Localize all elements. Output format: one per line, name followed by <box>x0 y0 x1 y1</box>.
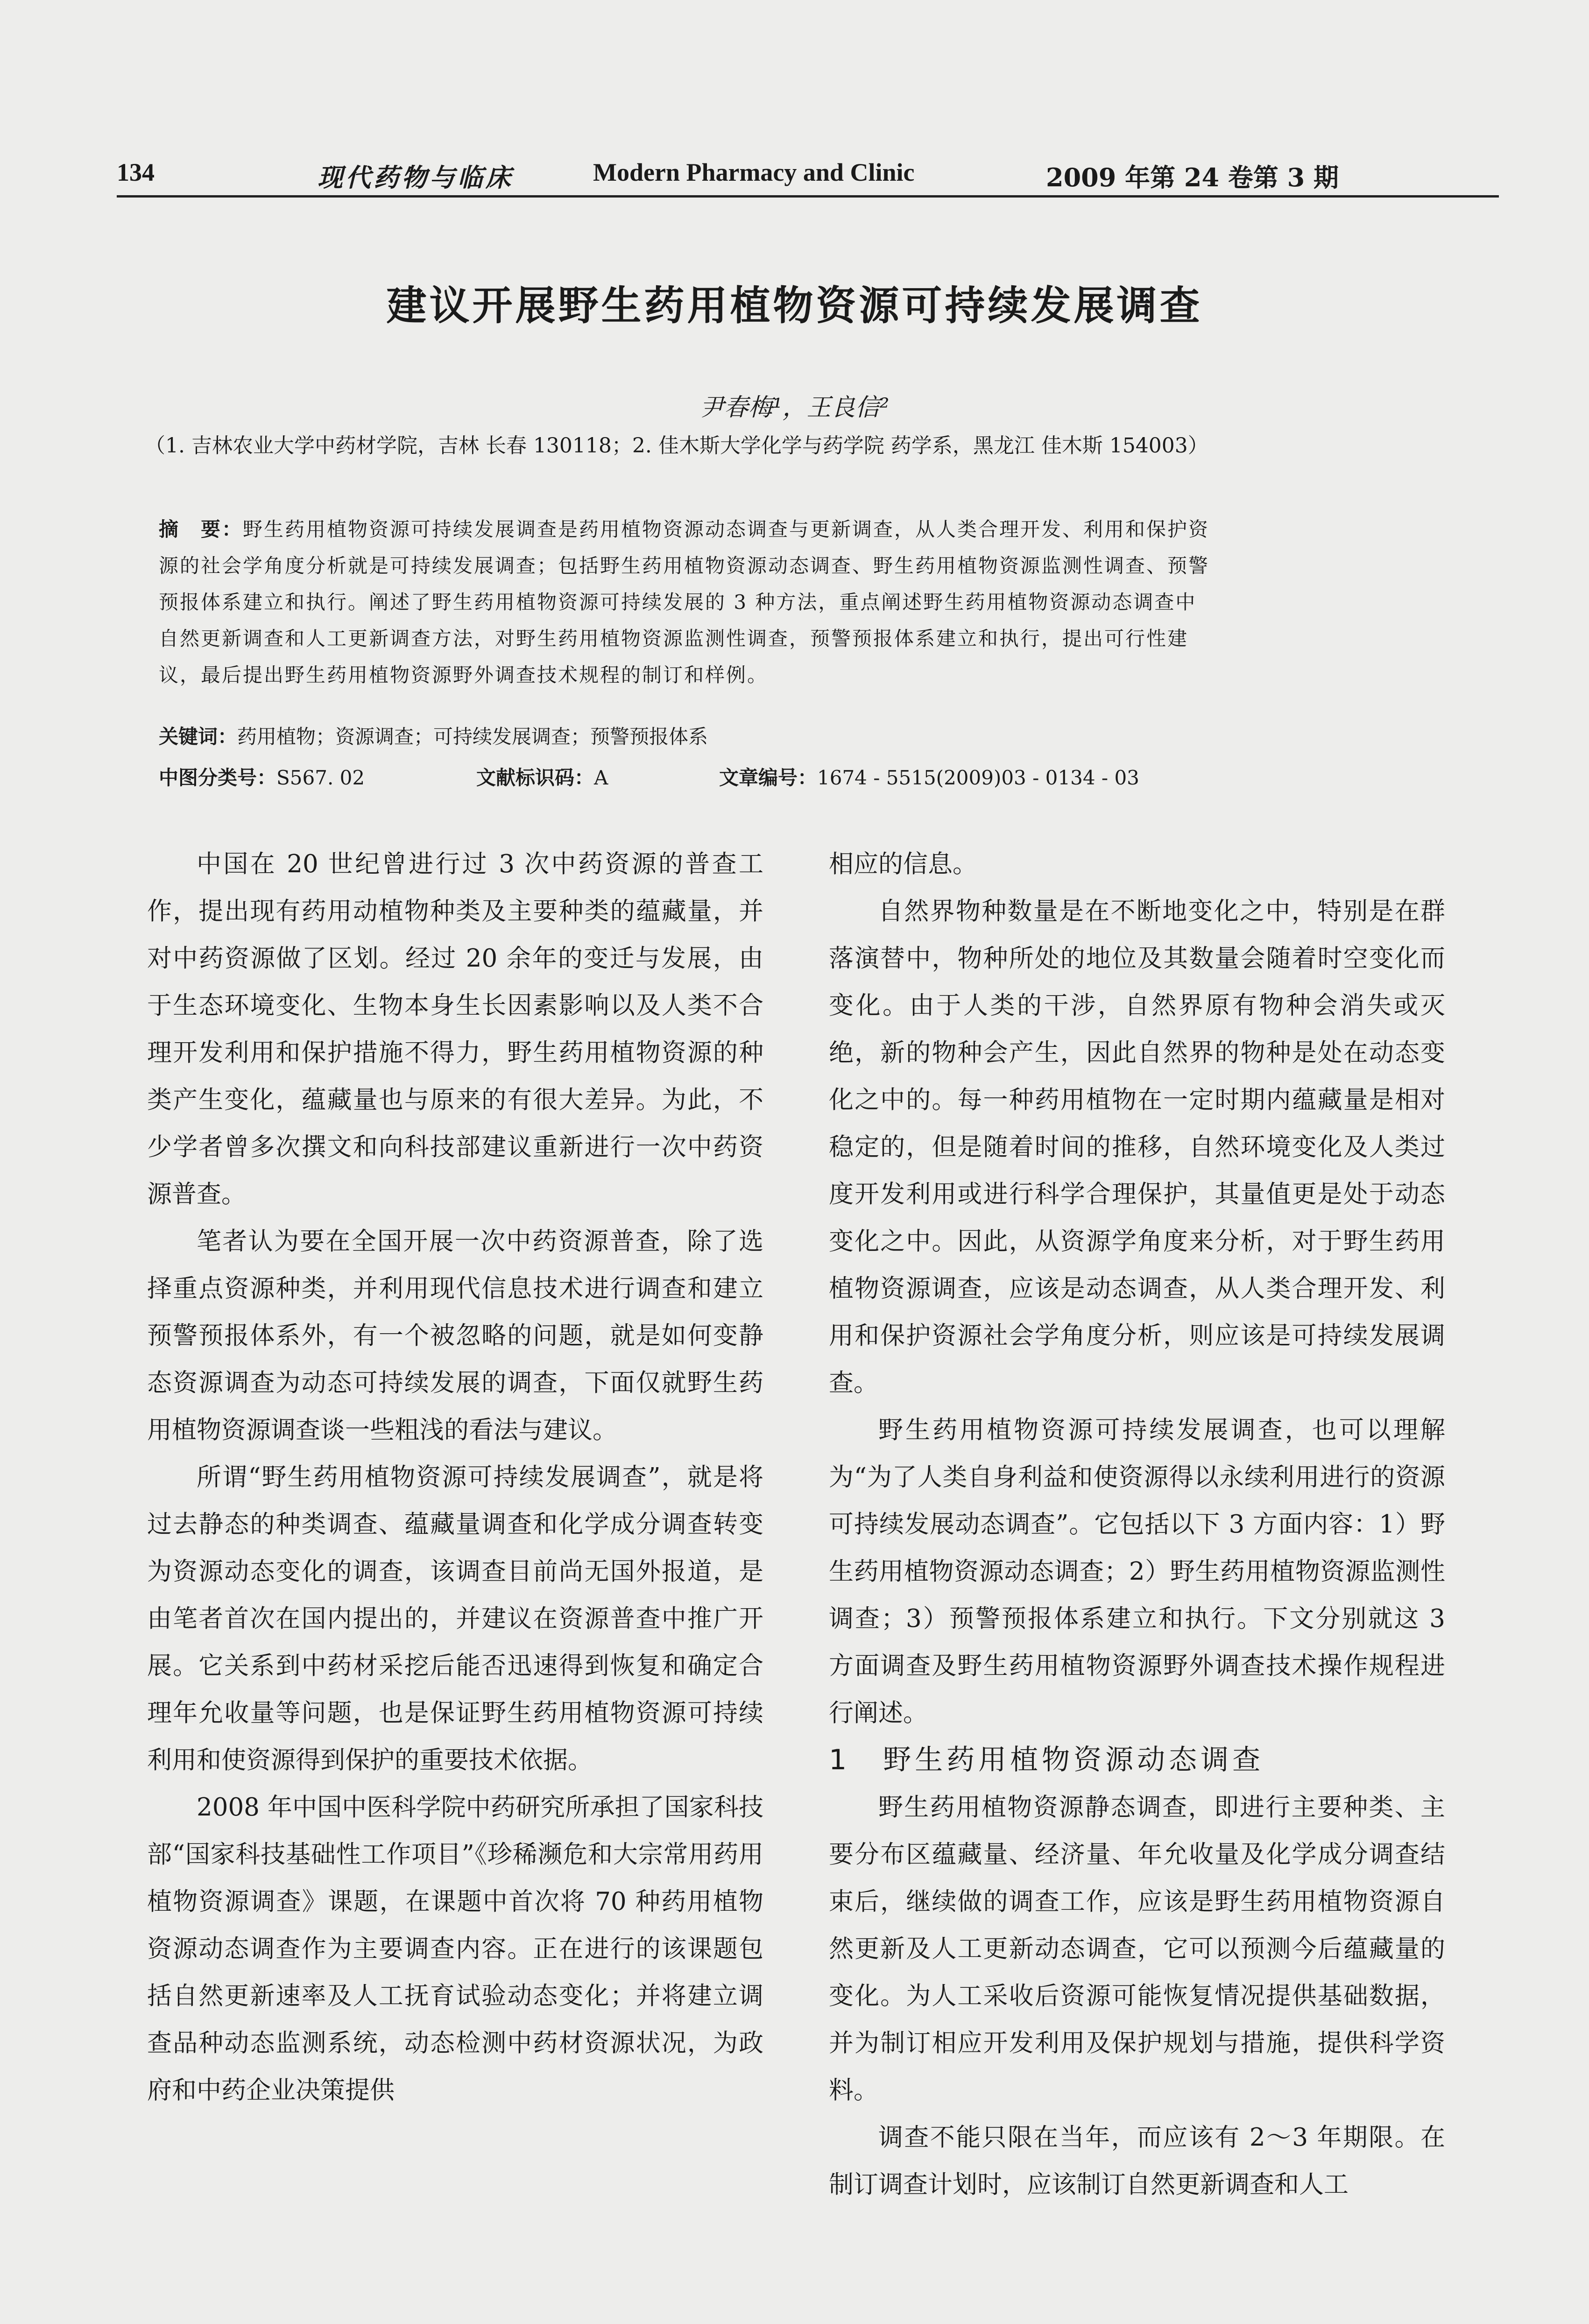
abstract-line-4: 自然更新调查和人工更新调查方法，对野生药用植物资源监测性调查，预警预报体系建立和执行，提出可行性建 <box>159 627 1189 650</box>
abstract-line-5: 议，最后提出野生药用植物资源野外调查技术规程的制订和样例。 <box>159 664 769 686</box>
keywords <box>159 721 708 749</box>
journal-name-cn: 现代药物与临床 <box>318 162 514 192</box>
abstract-line-2: 源的社会学角度分析就是可持续发展调查；包括野生药用植物资源动态调查、野生药用植物资源监测性调查、预警 <box>159 554 1210 577</box>
paragraph: 2008 年中国中医科学院中药研究所承担了国家科技部“国家科技基础性工作项目”《珍稀濒危和大宗常用药用植物资源调查》课题，在课题中首次将 70 种药用植物资源动态调查作为主要调查内容。正在进行的该课题包括自然更新速率及人工抚育试验动态变化；并将建立调查品种动态监测系统，动态检测中药材资源状况，为政府和中药企业决策提供 <box>147 1793 763 2105</box>
section-title: 野生药用植物资源动态调查 <box>883 1744 1264 1776</box>
section-heading-1 <box>829 1737 1445 1784</box>
article-affiliations: （1. 吉林农业大学中药材学院，吉林 长春 130118；2. 佳木斯大学化学与药学院 药学系，黑龙江 佳木斯 154003） <box>145 434 1208 458</box>
clc-number: 中图分类号：S567. 02 <box>159 766 365 789</box>
abstract-label: 摘 要： <box>159 518 243 541</box>
document-code: 文献标识码：A <box>476 766 608 789</box>
abstract-line-1: 摘 要：野生药用植物资源可持续发展调查是药用植物资源动态调查与更新调查，从人类合理开发、利用和保护资 <box>159 518 1210 541</box>
paragraph: 笔者认为要在全国开展一次中药资源普查，除了选择重点资源种类，并利用现代信息技术进行调查和建立预警预报体系外，有一个被忽略的问题，就是如何变静态资源调查为动态可持续发展的调查，下面仅就野生药用植物资源调查谈一些粗浅的看法与建议。 <box>147 1227 763 1444</box>
abstract <box>159 511 1499 693</box>
article-id: 文章编号：1674 - 5515(2009)03 - 0134 - 03 <box>719 766 1139 789</box>
article-authors: 尹春梅¹，王良信² <box>699 394 890 422</box>
page-number: 134 <box>117 158 155 186</box>
keywords-label: 关键词： <box>159 725 238 748</box>
body-column-left <box>147 841 763 2114</box>
header-rule <box>117 195 1499 198</box>
abstract-line-3: 预报体系建立和执行。阐述了野生药用植物资源可持续发展的 3 种方法，重点阐述野生药用植物资源动态调查中 <box>159 591 1197 614</box>
paragraph: 调查不能只限在当年，而应该有 2～3 年期限。在制订调查计划时，应该制订自然更新调查和人工 <box>829 2123 1445 2199</box>
body-column-right <box>829 841 1445 2208</box>
paragraph: 野生药用植物资源可持续发展调查，也可以理解为“为了人类自身利益和使资源得以永续利用进行的资源可持续发展动态调查”。它包括以下 3 方面内容：1）野生药用植物资源动态调查；2）野生药用植物资源监测性调查；3）预警预报体系建立和执行。下文分别就这 3 方面调查及野生药用植物资源野外调查技术操作规程进行阐述。 <box>829 1416 1445 1727</box>
article-title: 建议开展野生药用植物资源可持续发展调查 <box>386 283 1203 329</box>
paragraph: 相应的信息。 <box>829 850 977 878</box>
article-meta <box>159 763 1499 795</box>
journal-name-en: Modern Pharmacy and Clinic <box>593 158 915 186</box>
paragraph: 自然界物种数量是在不断地变化之中，特别是在群落演替中，物种所处的地位及其数量会随着时空变化而变化。由于人类的干涉，自然界原有物种会消失或灭绝，新的物种会产生，因此自然界的物种是处在动态变化之中的。每一种药用植物在一定时期内蕴藏量是相对稳定的，但是随着时间的推移，自然环境变化及人类过度开发利用或进行科学合理保护，其量值更是处于动态变化之中。因此，从资源学角度来分析，对于野生药用植物资源调查，应该是动态调查，从人类合理开发、利用和保护资源社会学角度分析，则应该是可持续发展调查。 <box>829 897 1445 1397</box>
paragraph: 中国在 20 世纪曾进行过 3 次中药资源的普查工作，提出现有药用动植物种类及主要种类的蕴藏量，并对中药资源做了区划。经过 20 余年的变迁与发展，由于生态环境变化、生物本身生长因素影响以及人类不合理开发利用和保护措施不得力，野生药用植物资源的种类产生变化，蕴藏量也与原来的有很大差异。为此，不少学者曾多次撰文和向科技部建议重新进行一次中药资源普查。 <box>147 850 763 1208</box>
paragraph: 所谓“野生药用植物资源可持续发展调查”，就是将过去静态的种类调查、蕴藏量调查和化学成分调查转变为资源动态变化的调查，该调查目前尚无国外报道，是由笔者首次在国内提出的，并建议在资源普查中推广开展。它关系到中药材采挖后能否迅速得到恢复和确定合理年允收量等问题，也是保证野生药用植物资源可持续利用和使资源得到保护的重要技术依据。 <box>147 1463 763 1774</box>
issue-info: 2009 年第 24 卷第 3 期 <box>1046 162 1339 192</box>
section-number: 1 <box>829 1744 851 1776</box>
paragraph: 野生药用植物资源静态调查，即进行主要种类、主要分布区蕴藏量、经济量、年允收量及化学成分调查结束后，继续做的调查工作，应该是野生药用植物资源自然更新及人工更新动态调查，它可以预测今后蕴藏量的变化。为人工采收后资源可能恢复情况提供基础数据，并为制订相应开发利用及保护规划与措施，提供科学资料。 <box>829 1793 1445 2105</box>
running-header <box>117 154 1339 201</box>
keywords-value: 药用植物；资源调查；可持续发展调查；预警预报体系 <box>237 725 708 748</box>
